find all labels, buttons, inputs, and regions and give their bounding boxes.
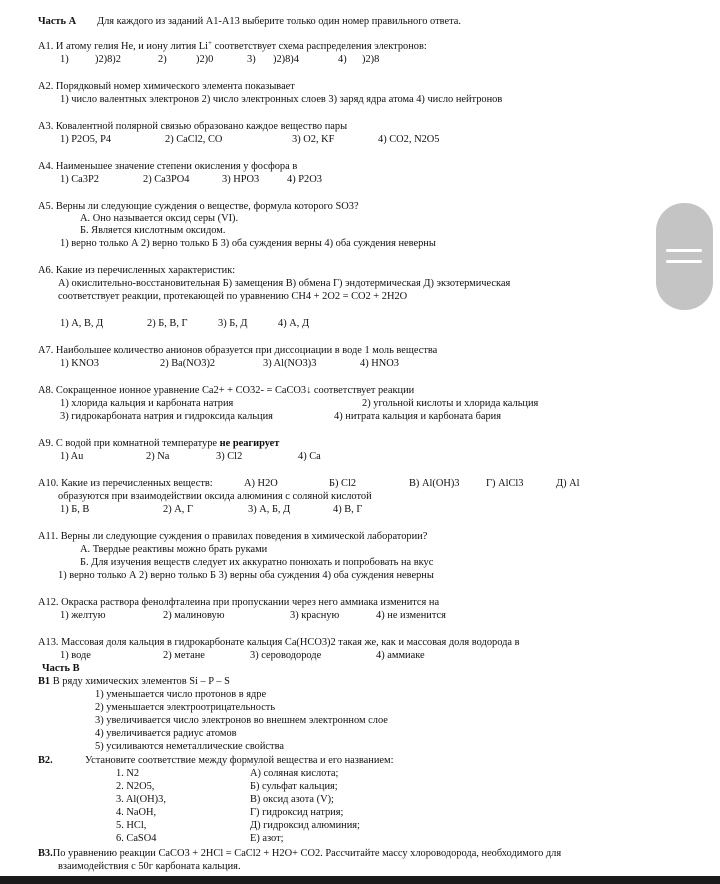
- a9-option-1: 1) Au: [60, 451, 84, 462]
- a1-option-1: )2)8)2: [95, 54, 121, 65]
- a1-option-3-num: 3): [247, 54, 256, 65]
- a6-question: А6. Какие из перечисленных характеристик:: [38, 265, 236, 276]
- a8-question: А8. Сокращенное ионное уравнение Ca2+ + CO32- = CaCO3↓ соответствует реакции: [38, 385, 415, 396]
- a10-option-3: 3) А, Б, Д: [248, 504, 291, 515]
- a11-statement-b: Б. Для изучения веществ следует их аккуратно понюхать и попробовать на вкус: [80, 557, 434, 568]
- a9-option-4: 4) Ca: [298, 451, 321, 462]
- a10-option-1: 1) Б, В: [60, 504, 90, 515]
- a11-options: 1) верно только А 2) верно только Б 3) верны оба суждения 4) оба суждения неверны: [58, 570, 434, 581]
- b1-option-3: 3) увеличивается число электронов во внешнем электронном слое: [95, 715, 388, 726]
- b2-name-d: Д) гидроксид алюминия;: [250, 820, 360, 831]
- a7-option-4: 4) HNO3: [360, 358, 399, 369]
- a4-option-3: 3) HPO3: [222, 174, 260, 185]
- a1-option-4: )2)8: [362, 54, 380, 65]
- b2-name-g: Г) гидроксид натрия;: [250, 807, 344, 818]
- b2-formula-2: 2. N2O5,: [116, 781, 155, 792]
- a1-option-2-num: 2): [158, 54, 167, 65]
- a1-option-4-num: 4): [338, 54, 347, 65]
- a13-question: А13. Массовая доля кальция в гидрокарбонате кальция Ca(HCO3)2 такая же, как и массовая доля водорода в: [38, 637, 520, 648]
- b2-formula-3: 3. Al(OH)3,: [116, 794, 166, 805]
- a4-option-2: 2) Ca3PO4: [143, 174, 190, 185]
- b2-formula-6: 6. CaSO4: [116, 833, 157, 844]
- b1-option-4: 4) увеличивается радиус атомов: [95, 728, 237, 739]
- b2-question: Установите соответствие между формулой вещества и его названием:: [85, 755, 394, 766]
- a9-question: А9. С водой при комнатной температуре не реагирует: [38, 438, 280, 449]
- a3-option-4: 4) CO2, N2O5: [378, 134, 440, 145]
- b2-label: В2.: [38, 755, 53, 766]
- a4-option-1: 1) Ca3P2: [60, 174, 99, 185]
- a6-option-1: 1) А, В, Д: [60, 318, 104, 329]
- part-a-title: Часть А: [38, 16, 77, 27]
- b2-formula-5: 5. HCl,: [116, 820, 147, 831]
- b1-option-2: 2) уменьшается электроотрицательность: [95, 702, 276, 713]
- a11-statement-a: А. Твердые реактивы можно брать руками: [80, 544, 268, 555]
- a3-question: А3. Ковалентной полярной связью образовано каждое вещество пары: [38, 121, 348, 132]
- a5-statement-b: Б. Является кислотным оксидом.: [80, 225, 226, 236]
- b1-question: В1 В ряду химических элементов Si – P – S: [38, 676, 230, 687]
- a10-item-g: Г) AlCl3: [486, 478, 524, 489]
- bottom-edge-bar: [0, 876, 720, 884]
- a3-option-2: 2) CaCl2, CO: [165, 134, 223, 145]
- b2-name-b: Б) сульфат кальция;: [250, 781, 338, 792]
- a6-characteristics: А) окислительно-восстановительная Б) замещения В) обмена Г) эндотермическая Д) экзотермическая: [58, 278, 511, 289]
- a12-option-2: 2) малиновую: [163, 610, 225, 621]
- a7-option-2: 2) Ba(NO3)2: [160, 358, 216, 369]
- a8-option-1: 1) хлорида кальция и карбоната натрия: [60, 398, 234, 409]
- a11-question: А11. Верны ли следующие суждения о правилах поведения в химической лаборатории?: [38, 531, 428, 542]
- a1-option-2: )2)0: [196, 54, 214, 65]
- b1-option-1: 1) уменьшается число протонов в ядре: [95, 689, 267, 700]
- a12-option-4: 4) не изменится: [376, 610, 446, 621]
- a12-option-1: 1) желтую: [60, 610, 106, 621]
- a1-option-1-num: 1): [60, 54, 69, 65]
- a5-options: 1) верно только А 2) верно только Б 3) оба суждения верны 4) оба суждения неверны: [60, 238, 436, 249]
- a6-option-2: 2) Б, В, Г: [147, 318, 188, 329]
- a7-option-3: 3) Al(NO3)3: [263, 358, 317, 369]
- b2-formula-4: 4. NaOH,: [116, 807, 157, 818]
- a8-option-2: 2) угольной кислоты и хлорида кальция: [362, 398, 539, 409]
- a10-option-4: 4) В, Г: [333, 504, 363, 515]
- b2-formula-1: 1. N2: [116, 768, 140, 779]
- a8-option-4: 4) нитрата кальция и карбоната бария: [334, 411, 502, 422]
- a10-question: А10. Какие из перечисленных веществ:: [38, 478, 213, 489]
- a3-option-1: 1) P2O5, P4: [60, 134, 112, 145]
- a4-option-4: 4) P2O3: [287, 174, 322, 185]
- a5-statement-a: А. Оно называется оксид серы (VI).: [80, 213, 239, 224]
- a10-item-d: Д) Al: [556, 478, 580, 489]
- a10-item-b: Б) Cl2: [329, 478, 357, 489]
- a6-option-4: 4) А, Д: [278, 318, 310, 329]
- b2-name-e: Е) азот;: [250, 833, 284, 844]
- a3-option-3: 3) O2, KF: [292, 134, 335, 145]
- a2-question: А2. Порядковый номер химического элемента показывает: [38, 81, 295, 92]
- part-a-instruction: Для каждого из заданий А1-А13 выберите только один номер правильного ответа.: [97, 16, 461, 27]
- a6-option-3: 3) Б, Д: [218, 318, 248, 329]
- b2-name-v: В) оксид азота (V);: [250, 794, 334, 805]
- a2-options: 1) число валентных электронов 2) число электронных слоев 3) заряд ядра атома 4) число нейтронов: [60, 94, 503, 105]
- b3-question: В3.По уравнению реакции CaCO3 + 2HCl = CaCl2 + H2O+ CO2. Рассчитайте массу хлороводорода, необходимого для: [38, 848, 562, 859]
- a8-option-3: 3) гидрокарбоната натрия и гидроксида кальция: [60, 411, 273, 422]
- a6-reaction: соответствует реакции, протекающей по уравнению CH4 + 2O2 = CO2 + 2H2O: [58, 291, 408, 302]
- a12-option-3: 3) красную: [290, 610, 340, 621]
- part-b-title: Часть В: [42, 663, 80, 674]
- a4-question: А4. Наименьшее значение степени окисления у фосфора в: [38, 161, 298, 172]
- a12-question: А12. Окраска раствора фенолфталеина при пропускании через него аммиака изменится на: [38, 597, 440, 608]
- a1-question: А1. И атому гелия Не, и иону лития Li+ соответствует схема распределения электронов:: [38, 39, 427, 52]
- a13-option-1: 1) воде: [60, 650, 91, 661]
- a9-option-3: 3) Cl2: [216, 451, 243, 462]
- a13-option-3: 3) сероводороде: [250, 650, 322, 661]
- a10-line-2: образуются при взаимодействии оксида алюминия с соляной кислотой: [58, 491, 372, 502]
- b1-option-5: 5) усиливаются неметаллические свойства: [95, 741, 284, 752]
- b2-name-a: А) соляная кислота;: [250, 768, 339, 779]
- a10-option-2: 2) А, Г: [163, 504, 193, 515]
- a7-option-1: 1) KNO3: [60, 358, 99, 369]
- a9-option-2: 2) Na: [146, 451, 170, 462]
- a7-question: А7. Наибольшее количество анионов образуется при диссоциации в воде 1 моль вещества: [38, 345, 438, 356]
- b3-line-2: взаимодействия с 50г карбоната кальция.: [58, 861, 241, 872]
- scroll-handle-button[interactable]: [656, 203, 713, 310]
- a1-option-3: )2)8)4: [273, 54, 299, 65]
- a10-item-a: А) H2O: [244, 478, 278, 489]
- a10-item-v: В) Al(OH)3: [409, 478, 460, 489]
- a13-option-2: 2) метане: [163, 650, 205, 661]
- a5-question: А5. Верны ли следующие суждения о веществе, формула которого SO3?: [38, 201, 359, 212]
- a13-option-4: 4) аммиаке: [376, 650, 425, 661]
